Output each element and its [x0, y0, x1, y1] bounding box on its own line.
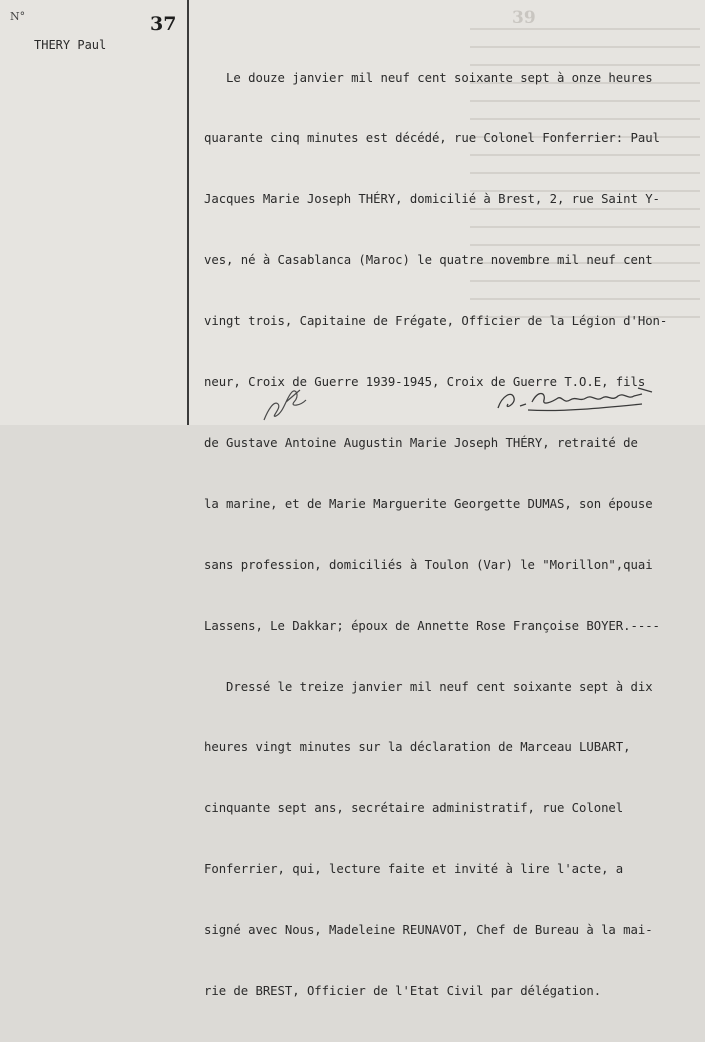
text-line: de Gustave Antoine Augustin Marie Joseph THÉRY, retraité de	[204, 435, 638, 450]
margin-column	[0, 0, 188, 425]
subject-name: THERY Paul	[34, 38, 107, 52]
bleed-through-number: 39	[512, 8, 536, 28]
text-line: heures vingt minutes sur la déclaration de Marceau LUBART,	[204, 740, 631, 755]
text-line: Lassens, Le Dakkar; époux de Annette Rose Françoise BOYER.----	[204, 618, 660, 633]
text-line: quarante cinq minutes est décédé, rue Colonel Fonferrier: Paul	[204, 131, 660, 146]
record-number: 37	[150, 13, 177, 35]
death-certificate-text	[204, 27, 700, 1042]
number-label: N°	[10, 10, 26, 23]
text-line: vingt trois, Capitaine de Frégate, Officier de la Légion d'Hon-	[204, 314, 668, 329]
text-line: Dressé le treize janvier mil neuf cent soixante sept à dix	[204, 679, 653, 694]
text-line: cinquante sept ans, secrétaire administratif, rue Colonel	[204, 801, 624, 816]
text-line: Fonferrier, qui, lecture faite et invité à lire l'acte, a	[204, 862, 624, 877]
officer-signature	[492, 382, 667, 418]
text-line: Jacques Marie Joseph THÉRY, domicilié à Brest, 2, rue Saint Y-	[204, 192, 660, 207]
text-line: Le douze janvier mil neuf cent soixante sept à onze heures	[204, 70, 653, 85]
text-line: la marine, et de Marie Marguerite Georgette DUMAS, son épouse	[204, 496, 653, 511]
text-line: signé avec Nous, Madeleine REUNAVOT, Chef de Bureau à la mai-	[204, 923, 653, 938]
text-line: sans profession, domiciliés à Toulon (Var) le "Morillon",quai	[204, 557, 653, 572]
declarant-signature	[256, 380, 316, 425]
text-line: neur, Croix de Guerre 1939-1945, Croix de Guerre T.O.E, fils	[204, 375, 646, 390]
text-line: ves, né à Casablanca (Maroc) le quatre novembre mil neuf cent	[204, 253, 653, 268]
text-line: rie de BREST, Officier de l'Etat Civil par délégation.	[204, 983, 602, 998]
column-divider	[187, 0, 189, 425]
